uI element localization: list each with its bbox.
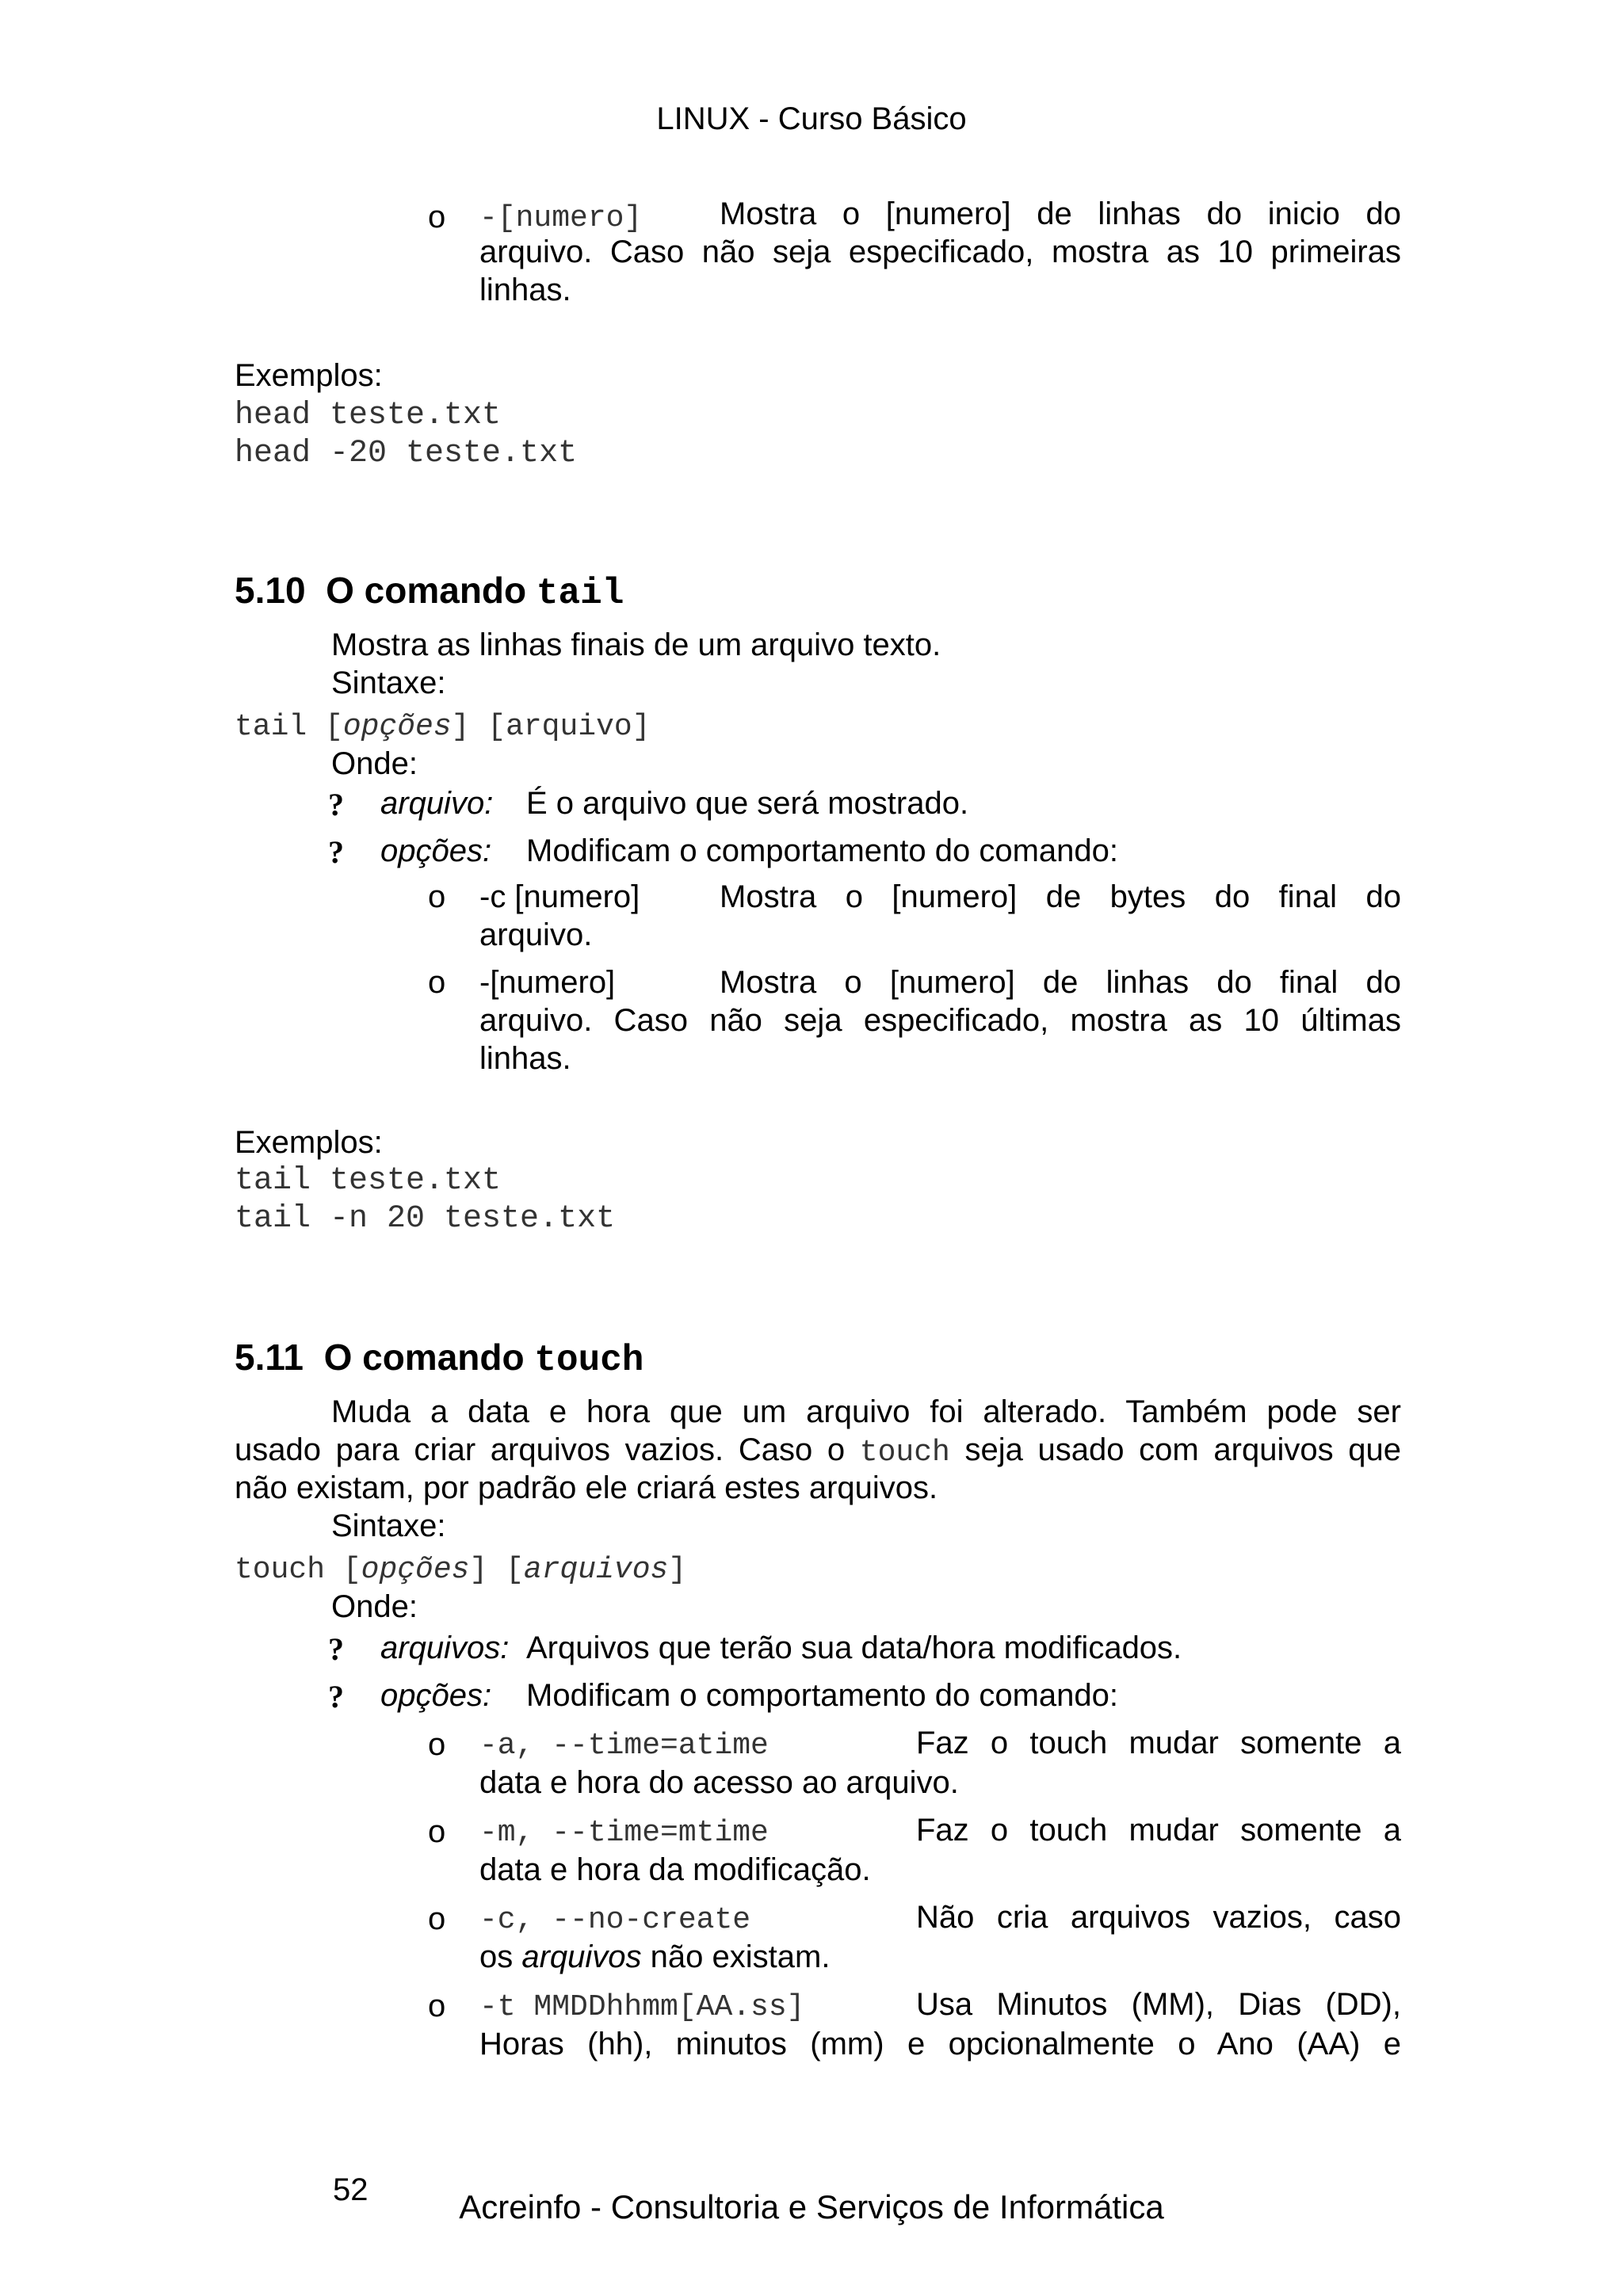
section-title-prefix: O comando <box>323 1337 525 1378</box>
syntax-label: Sintaxe: <box>331 1508 446 1543</box>
head-option-desc-line1: Mostra o [numero] de linhas do inicio do <box>720 196 1401 231</box>
option-desc-line2: arquivo. Caso não seja especificado, mostra as 10 últimas <box>479 1003 1401 1038</box>
option-bullet: o <box>428 200 446 235</box>
option-bullet: o <box>428 1727 446 1762</box>
option-flag: -t MMDDhhmm[AA.ss] <box>479 1990 805 2024</box>
option-desc-line1: Faz o touch mudar somente a <box>916 1726 1401 1760</box>
option-bullet: o <box>428 965 446 1000</box>
examples-label: Exemplos: <box>235 1125 383 1160</box>
head-option-desc-line3: linhas. <box>479 273 571 307</box>
touch-desc-line3: não existam, por padrão ele criará estes arquivos. <box>235 1470 938 1505</box>
section-heading-touch <box>235 1336 643 1381</box>
param-name: arquivo: <box>380 786 494 821</box>
head-example-1: head teste.txt <box>235 398 502 433</box>
option-bullet: o <box>428 1814 446 1849</box>
touch-syntax: touch [opções] [arquivos] <box>235 1553 687 1587</box>
examples-label: Exemplos: <box>235 358 383 393</box>
option-flag: -m, --time=mtime <box>479 1816 769 1850</box>
param-name: opções: <box>380 1678 492 1713</box>
option-desc-line1: Mostra o [numero] de bytes do final do <box>720 879 1401 914</box>
option-flag: -c [numero] <box>479 879 640 914</box>
option-desc-line1: Faz o touch mudar somente a <box>916 1813 1401 1848</box>
tail-syntax: tail [opções] [arquivo] <box>235 710 651 744</box>
page-header: LINUX - Curso Básico <box>656 101 967 136</box>
section-number: 5.11 <box>235 1337 304 1378</box>
question-mark-bullet: ? <box>328 1631 344 1667</box>
option-desc-line1: Usa Minutos (MM), Dias (DD), <box>916 1987 1401 2022</box>
option-desc-line2: data e hora da modificação. <box>479 1852 871 1887</box>
option-bullet: o <box>428 879 446 914</box>
param-name: opções: <box>380 833 492 868</box>
touch-desc-line2: usado para criar arquivos vazios. Caso o touch seja usado com arquivos que <box>235 1432 1401 1470</box>
syntax-label: Sintaxe: <box>331 666 446 700</box>
question-mark-bullet: ? <box>328 834 344 870</box>
question-mark-bullet: ? <box>328 1679 344 1714</box>
onde-label: Onde: <box>331 746 418 781</box>
tail-description: Mostra as linhas finais de um arquivo texto. <box>331 627 941 662</box>
param-desc: Arquivos que terão sua data/hora modificados. <box>526 1630 1182 1665</box>
page-number: 52 <box>333 2172 369 2207</box>
section-heading-tail <box>235 569 624 614</box>
head-option-flag: -[numero] <box>479 201 643 235</box>
section-title-command: touch <box>534 1340 644 1381</box>
param-desc: Modificam o comportamento do comando: <box>526 833 1119 868</box>
tail-example-1: tail teste.txt <box>235 1163 502 1199</box>
option-desc-line1: Mostra o [numero] de linhas do final do <box>720 965 1401 1000</box>
option-desc-line1: Não cria arquivos vazios, caso <box>916 1900 1401 1935</box>
head-example-2: head -20 teste.txt <box>235 436 578 471</box>
option-flag: -[numero] <box>479 965 616 1000</box>
option-desc-line2: Horas (hh), minutos (mm) e opcionalmente o Ano (AA) e <box>479 2027 1401 2061</box>
section-title-command: tail <box>536 573 624 614</box>
tail-example-2: tail -n 20 teste.txt <box>235 1201 616 1237</box>
param-desc: Modificam o comportamento do comando: <box>526 1678 1119 1713</box>
option-flag: -a, --time=atime <box>479 1729 769 1763</box>
param-desc: É o arquivo que será mostrado. <box>526 786 969 821</box>
page-footer: Acreinfo - Consultoria e Serviços de Informática <box>459 2188 1164 2225</box>
option-flag: -c, --no-create <box>479 1903 751 1937</box>
question-mark-bullet: ? <box>328 787 344 822</box>
onde-label: Onde: <box>331 1589 418 1624</box>
option-desc-line2: data e hora do acesso ao arquivo. <box>479 1765 959 1800</box>
section-number: 5.10 <box>235 570 306 611</box>
head-option-desc-line2: arquivo. Caso não seja especificado, mostra as 10 primeiras <box>479 235 1401 269</box>
param-name: arquivos: <box>380 1630 510 1665</box>
option-bullet: o <box>428 1901 446 1936</box>
option-desc-line2: arquivo. <box>479 917 593 952</box>
option-desc-line3: linhas. <box>479 1041 571 1076</box>
option-bullet: o <box>428 1989 446 2023</box>
option-desc-line2: os arquivos não existam. <box>479 1939 831 1974</box>
section-title-prefix: O comando <box>326 570 527 611</box>
touch-desc-line1: Muda a data e hora que um arquivo foi alterado. Também pode ser <box>331 1394 1401 1429</box>
